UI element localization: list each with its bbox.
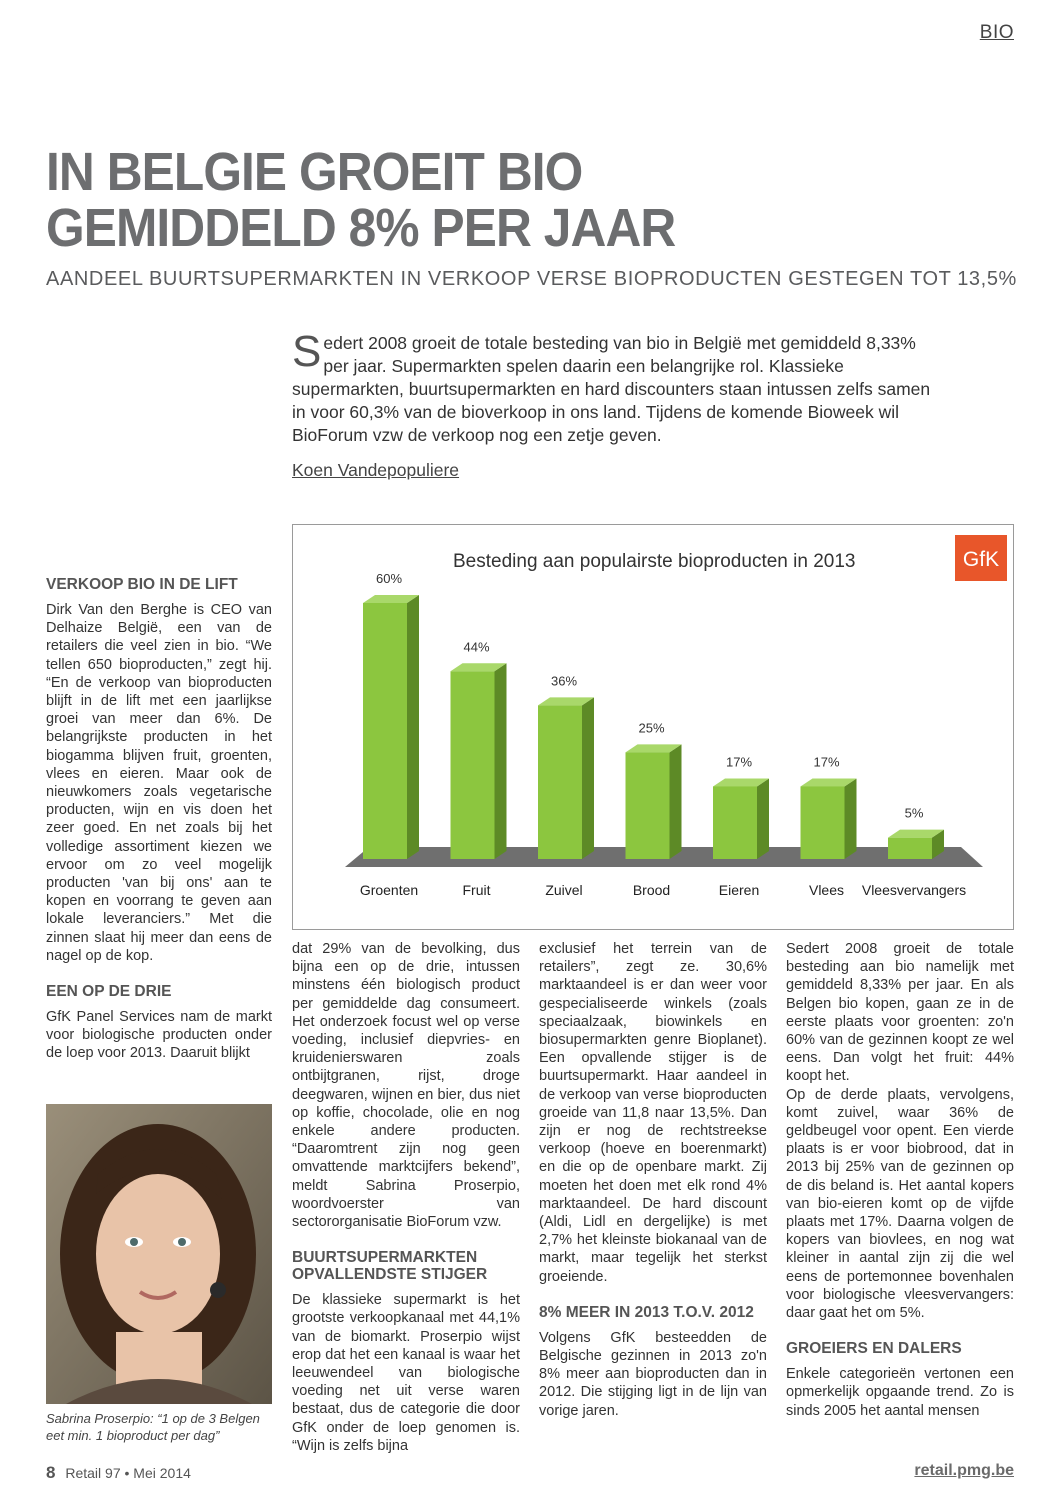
site-link[interactable]: retail.pmg.be — [914, 1462, 1014, 1479]
headline-line-2: GEMIDDELD 8% PER JAAR — [46, 198, 676, 258]
headline — [46, 144, 874, 256]
value-label-vleesvervangers: 5% — [904, 805, 924, 821]
value-label-zuivel: 36% — [550, 673, 578, 689]
bar-vleesvervangers — [888, 838, 932, 859]
bar-fruit — [451, 671, 495, 859]
heading-verkoop-bio: VERKOOP BIO IN DE LIFT — [46, 576, 238, 593]
heading-8-procent-meer: 8% MEER IN 2013 T.O.V. 2012 — [539, 1303, 754, 1321]
byline[interactable]: Koen Vandepopuliere — [292, 460, 460, 480]
dropcap: S — [292, 327, 322, 376]
chart-title: Besteding aan populairste bioproducten in 2013 — [453, 551, 856, 572]
bar-groenten — [363, 603, 407, 859]
intro-text: edert 2008 groeit de totale besteding van bio in België met gemiddeld 8,33% per jaar. Supermarkten spelen daarin een belangrijke rol. Klassieke supermarkten, buurtsupermarkten en hard discounters staan intussen zelfs samen in voor 60,3% van de bioverkoop in ons land. Tijdens de komende Bioweek wil BioForum vzw de verkoop nog een zetje geven. — [292, 333, 931, 445]
portrait-illustration — [46, 1104, 272, 1404]
subheadline: AANDEEL BUURTSUPERMARKTEN IN VERKOOP VERSE BIOPRODUCTEN GESTEGEN TOT 13,5% — [46, 268, 1017, 290]
heading-groeiers-en-dalers: GROEIERS EN DALERS — [786, 1340, 962, 1358]
photo-caption: Sabrina Proserpio: “1 op de 3 Belgen eet min. 1 bioproduct per dag” — [46, 1411, 260, 1443]
heading-een-op-de-drie: EEN OP DE DRIE — [46, 983, 172, 1001]
bar-zuivel — [538, 705, 582, 859]
bar-chart — [292, 524, 1014, 930]
value-label-vlees: 17% — [813, 754, 840, 770]
col3-para2: Volgens GfK besteedden de Belgische gezinnen in 2013 zo'n 8% meer aan bioproducten dan in 2012. Die stijging ligt in de lijn van vorige jaren. — [539, 1329, 767, 1419]
bar-side-groenten — [407, 595, 419, 859]
gfk-logo — [955, 535, 1007, 581]
value-label-groenten: 60% — [375, 571, 403, 586]
bar-eieren — [713, 786, 757, 859]
footer-left — [46, 1463, 191, 1483]
col3-para1: exclusief het terrein van de retailers”, zegt ze. 30,6% marktaandeel is er dan weer voor gespecialiseerde winkels (zoals speciaalzaak, biowinkels en biosupermarkten genre Bioplanet). Een opvallende stijger is de buurtsupermarkt. Haar aandeel in de verkoop van verse bioproducten groeide van 11,8 naar 13,5%. Dan zijn er nog de rechtstreekse verkoop (hoeve en boerenmarkt) en die op de openbare markt. Zij moeten het doen met elk rond 4% marktaandeel. De hard discount (Aldi, Lidl en dergelijke) is met 2,7% het kleinste biokanaal van de markt, maar tegelijk het sterkst groeiende. — [539, 941, 767, 1285]
column-4 — [786, 940, 1014, 1420]
column-1 — [46, 576, 272, 1063]
col4-para3: Enkele categorieën vertonen een opmerkelijk opgaande trend. Zo is sinds 2005 het aantal mensen — [786, 1366, 1014, 1419]
bar-brood — [626, 752, 670, 859]
column-3 — [539, 940, 767, 1420]
bar-side-vlees — [845, 778, 857, 859]
issue-info: Retail 97 • Mei 2014 — [65, 1465, 191, 1481]
column-2 — [292, 940, 520, 1455]
value-label-fruit: 44% — [463, 639, 490, 655]
col1-para2: GfK Panel Services nam de markt voor biologische producten onder de loep voor 2013. Daaruit blijkt — [46, 1009, 272, 1062]
bar-side-fruit — [495, 663, 507, 859]
bar-side-brood — [670, 744, 682, 859]
page-number: 8 — [46, 1463, 56, 1482]
section-tag[interactable]: BIO — [979, 22, 1014, 43]
value-label-brood: 25% — [638, 720, 665, 736]
col2-para2: De klassieke supermarkt is het grootste verkoopkanaal met 44,1% van de biomarkt. Proserpio wijst erop dat het een kanaal is waar het leeuwendeel van biologische voeding net uit verse waren bestaat, dus de categorie die door GfK onder de loep genomen is. “Wijn is zelfs bijna — [292, 1292, 520, 1454]
category-label-vlees: Vlees — [808, 882, 845, 898]
heading-buurtsupermarkten: BUURTSUPERMARKTEN OPVALLENDSTE STIJGER — [292, 1249, 488, 1284]
col2-para1: dat 29% van de bevolking, dus bijna een op de drie, intussen minstens één biologisch product per gemiddelde dag consumeert. Het onderzoek focust wel op verse voeding, inclusief diepvries- en kruidenierswaren zoals ontbijtgranen, rijst, droge deegwaren, wijnen en bier, dus niet op koffie, chocolade, olie en nog enkele andere producten. “Daaromtrent zijn nog geen omvattende marktcijfers bekend”, meldt Sabrina Proserpio, woordvoerster van sectororganisatie BioForum vzw. — [292, 941, 520, 1231]
bar-side-zuivel — [582, 697, 594, 859]
col4-para2: Op de derde plaats, vervolgens, komt zuivel, waar 36% de geldbeugel voor opent. Een vierde plaats is er voor biobrood, dat in 2013 bij 25% van de gezinnen op de dis beland is. Het aantal kopers van bio-eieren komt op de vijfde plaats met 17%. Daarna volgen de kopers van biovlees, en nog wat kleiner in aantal zijn zij die wel eens de portemonnee bovenhalen voor biologische vleesvervangers: daar gaat het om 5%. — [786, 1086, 1014, 1322]
col1-para1: Dirk Van den Berghe is CEO van Delhaize België, een van de retailers die veel zien in bio. “We tellen 650 bioproducten,” zegt hij. “En de verkoop van bioproducten blijft in de lift met een jaarlijkse groei van meer dan 6%. De belangrijkste producten in het biogamma blijven fruit, groenten, vlees en eieren. Maar ook de nieuwkomers zoals vegetarische producten, wijn en vis doen het zeer goed. En net zoals bij het volledige assortiment kiezen we ervoor om zo veel mogelijk producten 'van bij ons' aan te kopen en voorrang te geven aan lokale leveranciers.” Met die zinnen slaat hij meer dan eens de nagel op de kop. — [46, 602, 272, 964]
category-label-vleesvervangers: Vleesvervangers — [861, 882, 967, 898]
col4-para1: Sedert 2008 groeit de totale besteding aan bio namelijk met gemiddeld 8,33% per jaar. En als Belgen bio kopen, gaan ze in de eerste plaats voor groenten: zo'n 60% van de gezinnen koopt ze wel eens. Dan volgt het fruit: 44% koopt het. — [786, 941, 1014, 1085]
category-label-eieren: Eieren — [718, 882, 760, 898]
category-label-zuivel: Zuivel — [545, 882, 583, 898]
value-label-eieren: 17% — [725, 754, 753, 770]
category-label-brood: Brood — [632, 882, 671, 898]
chart-canvas — [293, 525, 1015, 931]
bar-vlees — [801, 786, 845, 859]
category-label-fruit: Fruit — [462, 882, 491, 898]
category-label-groenten: Groenten — [359, 882, 419, 898]
headline-line-1: IN BELGIE GROEIT BIO — [46, 142, 583, 202]
portrait-photo — [46, 1104, 272, 1404]
bar-side-eieren — [757, 778, 769, 859]
intro-paragraph — [292, 327, 932, 447]
gfk-logo-text: GfK — [962, 548, 1000, 571]
